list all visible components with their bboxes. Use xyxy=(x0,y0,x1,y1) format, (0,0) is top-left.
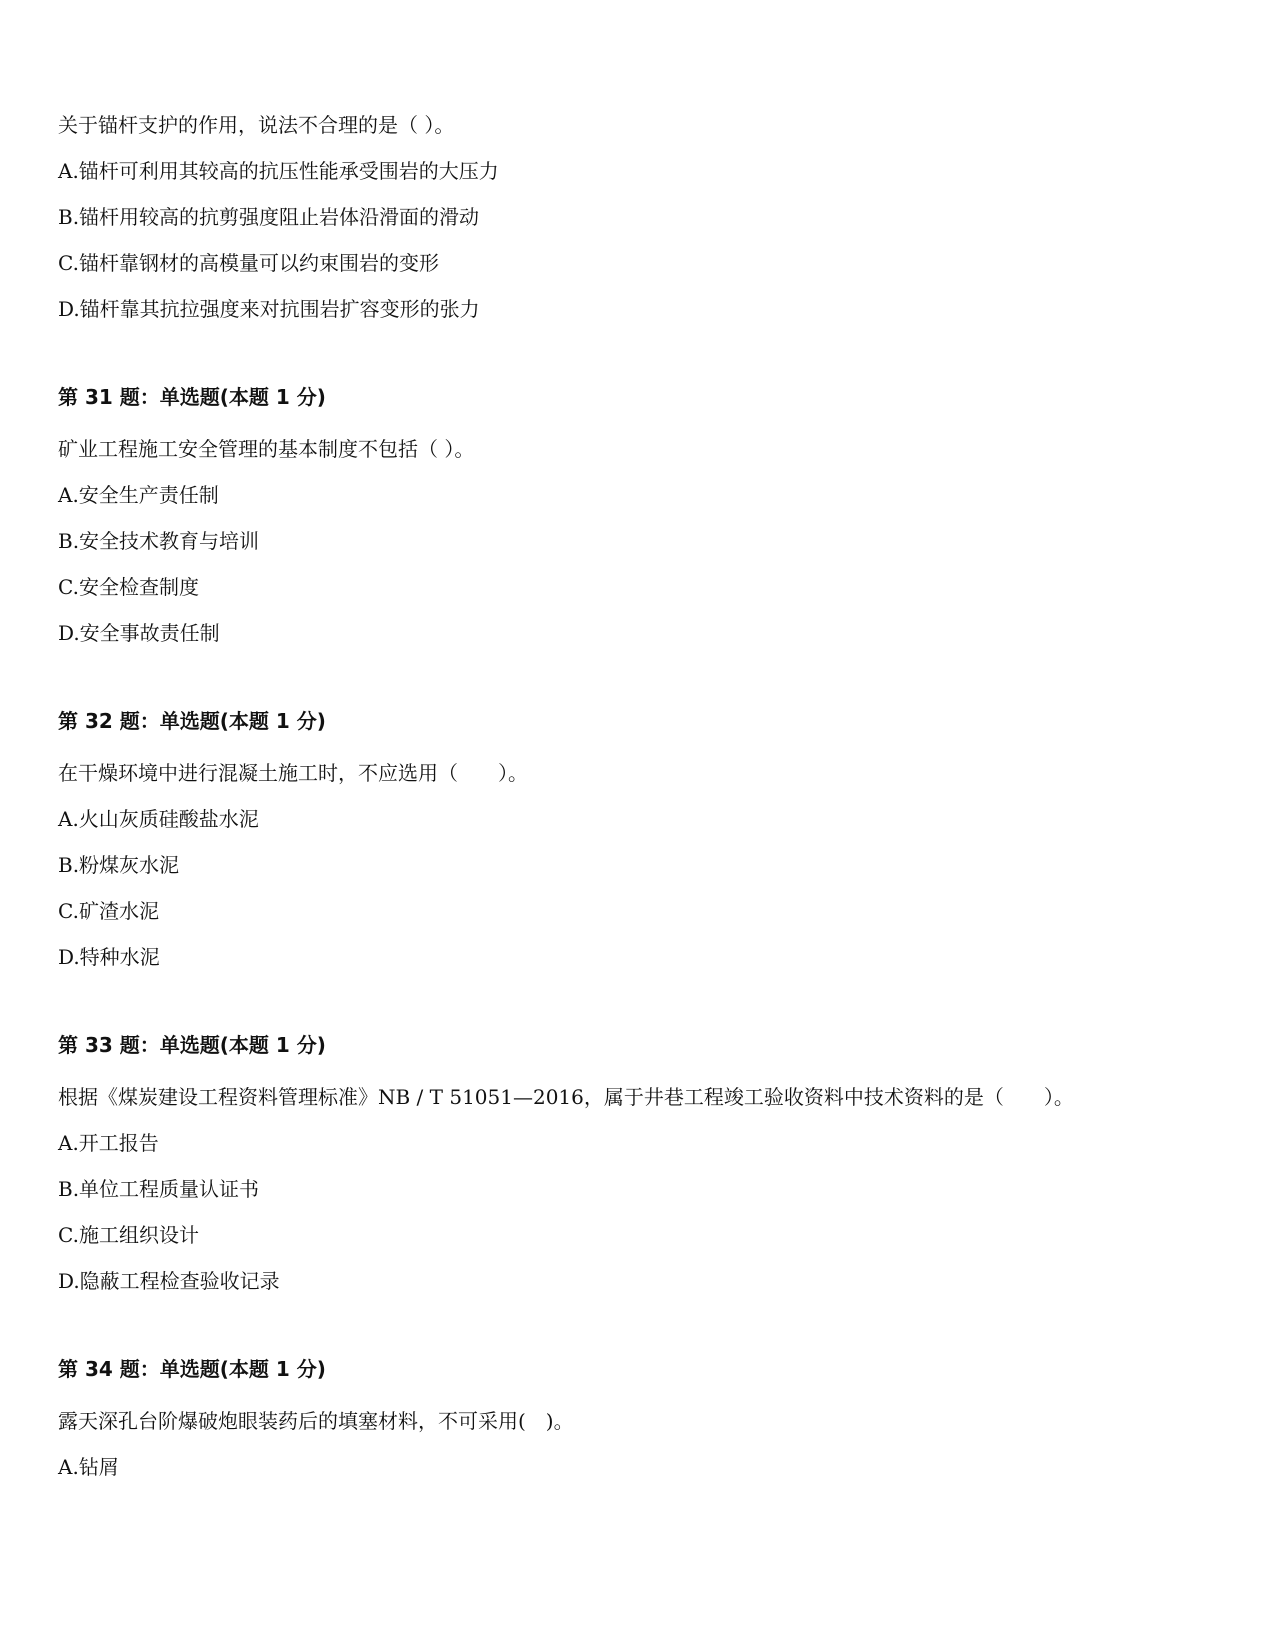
option-c: C.锚杆靠钢材的高模量可以约束围岩的变形 xyxy=(58,251,439,275)
option-a: A.火山灰质硅酸盐水泥 xyxy=(58,807,259,831)
option-a: A.钻屑 xyxy=(58,1455,119,1479)
question-stem: 关于锚杆支护的作用，说法不合理的是（ ）。 xyxy=(58,113,455,137)
option-a: A.安全生产责任制 xyxy=(58,483,219,507)
option-b: B.粉煤灰水泥 xyxy=(58,853,180,877)
option-b: B.安全技术教育与培训 xyxy=(58,529,260,553)
question-31 xyxy=(58,384,1238,646)
question-30 xyxy=(58,112,1238,322)
option-a: A.锚杆可利用其较高的抗压性能承受围岩的大压力 xyxy=(58,159,499,183)
question-32 xyxy=(58,708,1238,970)
question-header: 第 33 题：单选题(本题 1 分) xyxy=(58,1033,326,1057)
option-c: C.矿渣水泥 xyxy=(58,899,159,923)
question-header: 第 31 题：单选题(本题 1 分) xyxy=(58,385,326,409)
question-stem: 在干燥环境中进行混凝土施工时，不应选用（ ）。 xyxy=(58,761,528,785)
option-c: C.安全检查制度 xyxy=(58,575,199,599)
exam-page xyxy=(58,112,1238,1480)
question-33 xyxy=(58,1032,1238,1294)
option-d: D.锚杆靠其抗拉强度来对抗围岩扩容变形的张力 xyxy=(58,297,480,321)
question-stem: 矿业工程施工安全管理的基本制度不包括（ ）。 xyxy=(58,437,475,461)
question-header: 第 34 题：单选题(本题 1 分) xyxy=(58,1357,326,1381)
question-stem: 根据《煤炭建设工程资料管理标准》NB / T 51051—2016，属于井巷工程竣工验收资料中技术资料的是（ ）。 xyxy=(58,1085,1074,1109)
option-d: D.特种水泥 xyxy=(58,945,160,969)
option-a: A.开工报告 xyxy=(58,1131,159,1155)
option-c: C.施工组织设计 xyxy=(58,1223,199,1247)
question-header: 第 32 题：单选题(本题 1 分) xyxy=(58,709,326,733)
option-d: D.安全事故责任制 xyxy=(58,621,220,645)
option-d: D.隐蔽工程检查验收记录 xyxy=(58,1269,280,1293)
option-b: B.单位工程质量认证书 xyxy=(58,1177,260,1201)
question-34 xyxy=(58,1356,1238,1480)
question-stem: 露天深孔台阶爆破炮眼装药后的填塞材料，不可采用( )。 xyxy=(58,1409,574,1433)
option-b: B.锚杆用较高的抗剪强度阻止岩体沿滑面的滑动 xyxy=(58,205,480,229)
